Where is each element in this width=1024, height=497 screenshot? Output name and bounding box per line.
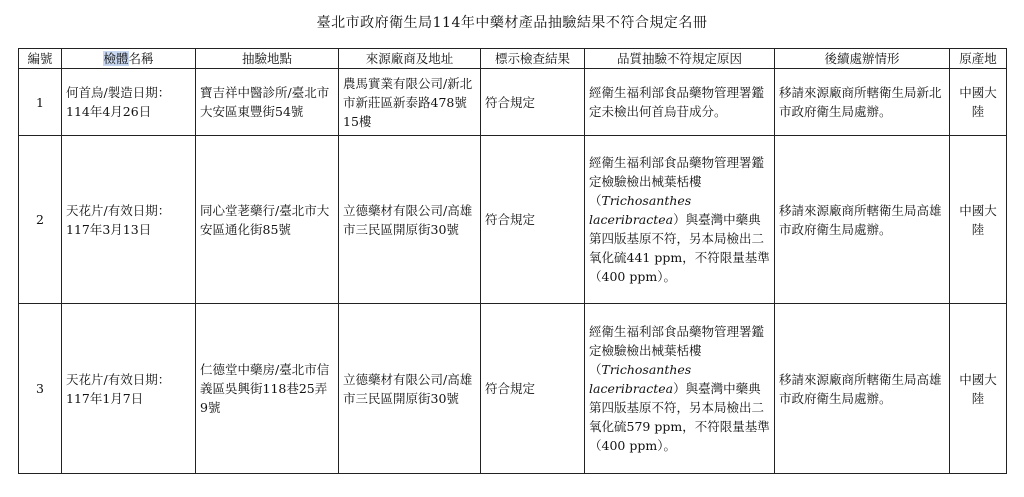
cell-name: 天花片/有效日期：117年3月13日 xyxy=(62,136,196,304)
header-name-rest: 名稱 xyxy=(128,51,154,66)
table-row xyxy=(19,304,1007,474)
header-origin: 原產地 xyxy=(950,49,1007,69)
header-no: 編號 xyxy=(19,49,62,69)
cell-label-check: 符合規定 xyxy=(481,136,585,304)
cell-action: 移請來源廠商所轄衛生局高雄市政府衛生局處辦。 xyxy=(775,136,950,304)
document-title: 臺北市政府衛生局114年中藥材產品抽驗結果不符合規定名冊 xyxy=(316,15,708,31)
cell-action: 移請來源廠商所轄衛生局高雄市政府衛生局處辦。 xyxy=(775,304,950,474)
reason-text-post: ）與臺灣中藥典第四版基原不符，另本局檢出二氧化硫579 ppm，不符限量基準（400 ppm）。 xyxy=(589,381,770,453)
cell-source: 農馬實業有限公司/新北市新莊區新泰路478號15樓 xyxy=(339,69,481,136)
cell-name: 天花片/有效日期：117年1月7日 xyxy=(62,304,196,474)
cell-label-check: 符合規定 xyxy=(481,304,585,474)
cell-origin: 中國大陸 xyxy=(950,69,1007,136)
cell-location: 同心堂荖藥行/臺北市大安區通化街85號 xyxy=(196,136,339,304)
cell-action: 移請來源廠商所轄衛生局新北市政府衛生局處辦。 xyxy=(775,69,950,136)
reason-text-pre: 經衛生福利部食品藥物管理署鑑定檢驗檢出械葉栝樓（ xyxy=(589,155,765,208)
cell-location: 寶吉祥中醫診所/臺北市大安區東豐街54號 xyxy=(196,69,339,136)
results-table xyxy=(18,48,1007,474)
cell-no: 3 xyxy=(19,304,62,474)
cell-source: 立德藥材有限公司/高雄市三民區開原街30號 xyxy=(339,136,481,304)
cell-reason xyxy=(585,136,775,304)
cell-no: 1 xyxy=(19,69,62,136)
table-row xyxy=(19,136,1007,304)
cell-origin: 中國大陸 xyxy=(950,136,1007,304)
header-source: 來源廠商及地址 xyxy=(339,49,481,69)
header-name-highlight: 檢體 xyxy=(103,51,129,66)
cell-origin: 中國大陸 xyxy=(950,304,1007,474)
header-action: 後續處辦情形 xyxy=(775,49,950,69)
header-name xyxy=(62,49,196,69)
header-label-check: 標示檢查結果 xyxy=(481,49,585,69)
reason-text-pre: 經衛生福利部食品藥物管理署鑑定檢驗檢出械葉栝樓（ xyxy=(589,324,765,377)
cell-reason xyxy=(585,304,775,474)
table-header-row xyxy=(19,49,1007,69)
cell-location: 仁德堂中藥房/臺北市信義區吳興街118巷25弄9號 xyxy=(196,304,339,474)
reason-text-post: ）與臺灣中藥典第四版基原不符，另本局檢出二氧化硫441 ppm，不符限量基準（400 ppm）。 xyxy=(589,212,770,284)
cell-label-check: 符合規定 xyxy=(481,69,585,136)
cell-reason: 經衛生福利部食品藥物管理署鑑定未檢出何首烏苷成分。 xyxy=(585,69,775,136)
reason-species-name: Trichosanthes laceribractea xyxy=(589,362,692,396)
header-reason: 品質抽驗不符規定原因 xyxy=(585,49,775,69)
cell-no: 2 xyxy=(19,136,62,304)
table-row xyxy=(19,69,1007,136)
header-location: 抽驗地點 xyxy=(196,49,339,69)
cell-name: 何首烏/製造日期：114年4月26日 xyxy=(62,69,196,136)
cell-source: 立德藥材有限公司/高雄市三民區開原街30號 xyxy=(339,304,481,474)
reason-species-name: Trichosanthes laceribractea xyxy=(589,193,692,227)
